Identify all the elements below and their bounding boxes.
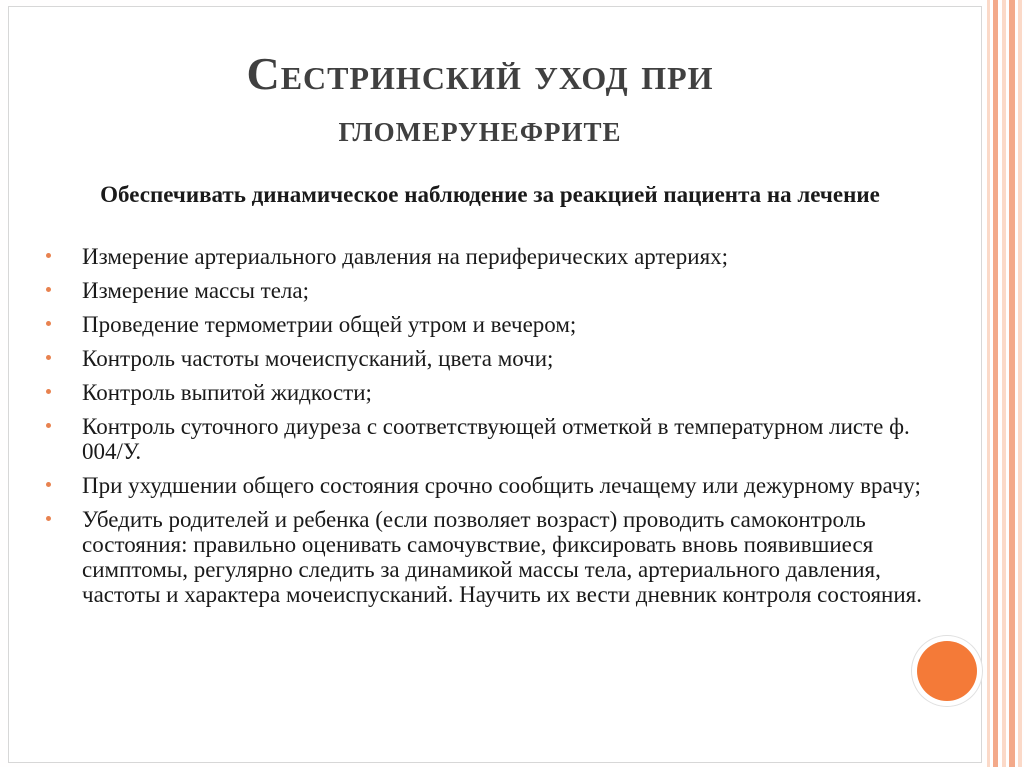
list-item [46, 414, 946, 464]
list-item-text: Измерение артериального давления на периферических артериях; [82, 244, 729, 269]
slide-title-line1: Сестринский уход при [246, 48, 714, 99]
list-item [46, 507, 946, 607]
bullet-icon [46, 355, 51, 360]
bullet-icon [46, 516, 51, 521]
bullet-icon [46, 321, 51, 326]
decorative-stripes [982, 0, 1024, 767]
stripe [1002, 0, 1006, 767]
list-item-text: Убедить родителей и ребенка (если позволяет возраст) проводить самоконтроль состояния: правильно оценивать самочувствие, фиксировать вновь появившиеся симптомы, регулярно следить за динамикой массы тела, артериального давления, частоты и характера мочеиспусканий. Научить их вести дневник контроля состояния. [82, 507, 922, 607]
stripe [1018, 0, 1022, 767]
slide-subheading: Обеспечивать динамическое наблюдение за реакцией пациента на лечение [100, 182, 880, 207]
bullet-icon [46, 287, 51, 292]
stripe [1009, 0, 1015, 767]
bullet-icon [46, 423, 51, 428]
list-item-text: Контроль частоты мочеиспусканий, цвета мочи; [82, 346, 554, 371]
list-item [46, 380, 946, 405]
list-item-text: Контроль выпитой жидкости; [82, 380, 372, 405]
list-item [46, 473, 946, 498]
stripe [993, 0, 998, 767]
bullet-icon [46, 482, 51, 487]
bullet-list [46, 244, 946, 616]
list-item [46, 312, 946, 337]
slide-title-line2: гломерунефрите [338, 108, 622, 150]
list-item-text: Измерение массы тела; [82, 278, 309, 303]
list-item [46, 346, 946, 371]
list-item [46, 278, 946, 303]
list-item-text: При ухудшении общего состояния срочно сообщить лечащему или дежурному врачу; [82, 473, 921, 498]
bullet-icon [46, 253, 51, 258]
stripe [987, 0, 990, 767]
decorative-circle-icon [917, 641, 977, 701]
list-item-text: Контроль суточного диуреза с соответствующей отметкой в температурном листе ф. 004/У. [82, 414, 910, 464]
bullet-icon [46, 389, 51, 394]
list-item [46, 244, 946, 269]
list-item-text: Проведение термометрии общей утром и вечером; [82, 312, 577, 337]
